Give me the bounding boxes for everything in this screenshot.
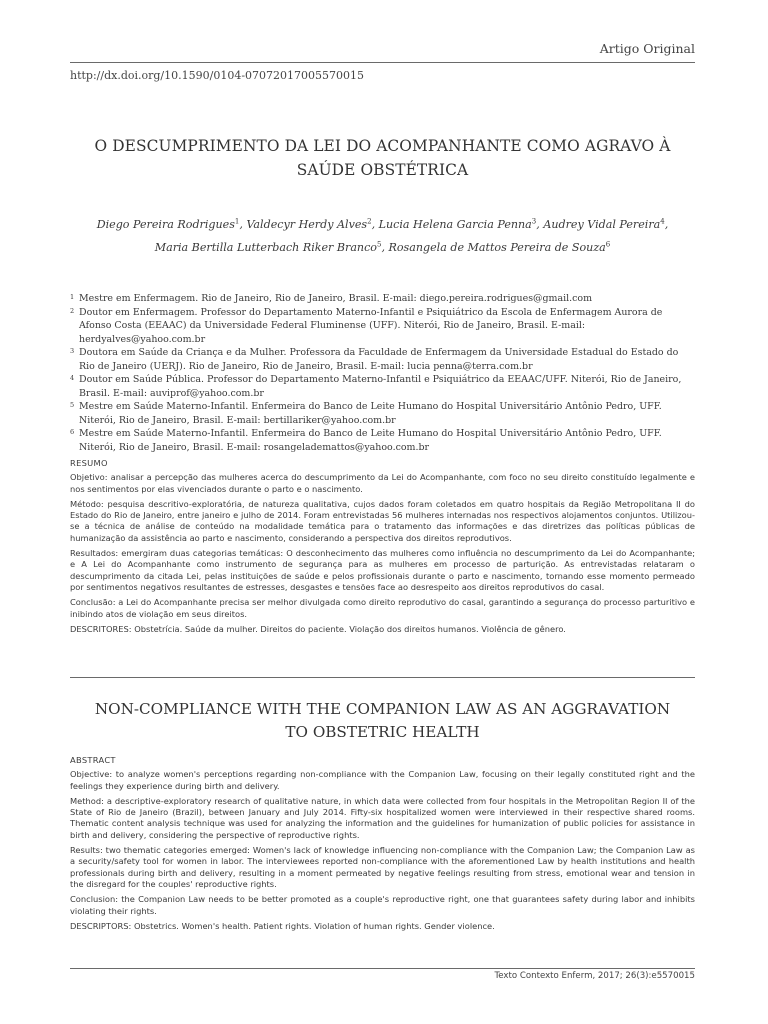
- author-affiliation-number: 3: [531, 217, 537, 225]
- affiliation-text: Doutor em Enfermagem. Professor do Departamento Materno-Infantil e Psiquiátrico da Escola de Enfermagem Aurora de Afonso Costa (EEAAC) da Universidade Federal Fluminense (UFF). Niterói, Rio de Janeiro, Brasil. E-mail: herdyalves@yahoo.com.br: [79, 306, 663, 345]
- title-portuguese: [70, 134, 695, 182]
- affiliation-text: Doutora em Saúde da Criança e da Mulher. Professora da Faculdade de Enfermagem da Universidade Estadual do Estado do Rio de Janeiro (UERJ). Rio de Janeiro, Rio de Janeiro, Brasil. E-mail: lucia penna@terra.com.br: [79, 347, 679, 372]
- abstract-descriptors: DESCRIPTORS: Obstetrics. Women's health. Patient rights. Violation of human rights. Gender violence.: [70, 920, 495, 931]
- abstract-method: Method: a descriptive-exploratory research of qualitative nature, in which data were collected from four hospitals in the Metropolitan Region II of the State of Rio de Janeiro (Brazil), between January and July 2014. Fifty-six hospitalized women were interviewed in their respective shared rooms. Thematic content analysis technique was used for analyzing the information and the guidelines for humanization of public policies for assistance in birth and delivery, considering the perspective of reproductive rights.: [70, 795, 695, 840]
- affiliation-number: 5: [70, 401, 75, 409]
- affiliation-item: [70, 292, 695, 306]
- middle-divider: [70, 677, 695, 678]
- resumo-metodo: Método: pesquisa descritivo-exploratória, de natureza qualitativa, cujos dados foram coletados em quatro hospitais da Região Metropolitana II do Estado do Rio de Janeiro, entre janeiro e julho de 2014. Foram entrevistadas 56 mulheres internadas nos respectivos alojamentos conjuntos. Utilizou-se a técnica de análise de conteúdo na modalidade temática para o tratamento das informações e das diretrizes das políticas públicas de humanização da assistência ao parto e nascimento, considerando a perspectiva dos direitos reprodutivos.: [70, 498, 695, 543]
- resumo-resultados: Resultados: emergiram duas categorias temáticas: O desconhecimento das mulheres como influência no descumprimento da Lei do Acompanhante; e A Lei do Acompanhante como instrumento de segurança para as mulheres em processo de parturição. As entrevistadas relataram o descumprimento da citada Lei, pelas instituições de saúde e pelos profissionais durante o parto e nascimento, tornando esse momento permeado por sentimentos negativos resultantes de estresses, desgastes e tensões face ao desrespeito aos direitos reprodutivos do casal.: [70, 548, 695, 592]
- author-separator: ,: [536, 217, 544, 231]
- affiliation-item: [70, 400, 695, 427]
- author-separator: ,: [371, 217, 379, 231]
- title-en-line-2: TO OBSTETRIC HEALTH: [285, 722, 480, 741]
- affiliation-item: [70, 373, 695, 400]
- author-4: [543, 218, 668, 231]
- affiliation-text: Mestre em Saúde Materno-Infantil. Enfermeira do Banco de Leite Humano do Hospital Universitário Antônio Pedro, UFF. Niterói, Rio de Janeiro, Brasil. E-mail: rosangelademattos@yahoo.com.br: [79, 428, 662, 453]
- author-name: Diego Pereira Rodrigues: [96, 217, 235, 231]
- author-affiliation-number: 1: [234, 217, 240, 225]
- doi-link[interactable]: http://dx.doi.org/10.1590/0104-07072017005570015: [70, 69, 365, 82]
- affiliation-number: 6: [70, 428, 75, 436]
- author-name: Audrey Vidal Pereira: [543, 217, 661, 231]
- resumo-heading: RESUMO: [70, 458, 108, 468]
- abstract-results: Results: two thematic categories emerged: Women's lack of knowledge influencing non-compliance with the Companion Law; the Companion Law as a security/safety tool for women in labor. The interviewees reported non-compliance with the aforementioned Law by health institutions and health professionals during birth and delivery, resulting in a moment permeated by negative feelings resulting from stress, emotional wear and tension in the disregard for the couples' reproductive rights.: [70, 845, 695, 889]
- affiliation-number: 1: [70, 293, 75, 301]
- author-name: Maria Bertilla Lutterbach Riker Branco: [154, 241, 377, 255]
- affiliation-item: [70, 346, 695, 373]
- abstract-section: [70, 755, 695, 932]
- affiliation-item: [70, 427, 695, 454]
- author-name: Valdecyr Herdy Alves: [246, 217, 368, 231]
- author-list: [86, 211, 679, 258]
- author-name: Lucia Helena Garcia Penna: [378, 217, 532, 231]
- bottom-divider: [70, 968, 695, 969]
- author-affiliation-number: 5: [376, 240, 382, 249]
- affiliation-number: 4: [70, 374, 75, 382]
- abstract-heading: ABSTRACT: [70, 755, 116, 765]
- affiliation-text: Doutor em Saúde Pública. Professor do Departamento Materno-Infantil e Psiquiátrico da EEAAC/UFF. Niterói, Rio de Janeiro, Brasil. E-mail: auviprof@yahoo.com.br: [79, 374, 682, 399]
- title-pt-line-1: O DESCUMPRIMENTO DA LEI DO ACOMPANHANTE COMO AGRAVO À: [94, 137, 671, 155]
- author-1: [97, 218, 247, 231]
- affiliation-list: [70, 292, 695, 454]
- affiliation-text: Mestre em Enfermagem. Rio de Janeiro, Rio de Janeiro, Brasil. E-mail: diego.pereira.rodrigues@gmail.com: [79, 293, 593, 304]
- author-affiliation-number: 2: [367, 217, 372, 225]
- journal-citation: Texto Contexto Enferm, 2017; 26(3):e5570015: [494, 971, 695, 981]
- abstract-conclusion: Conclusion: the Companion Law needs to be better promoted as a couple's reproductive right, one that guarantees safety during labor and inhibits violating their rights.: [70, 894, 695, 916]
- article-type-label: Artigo Original: [599, 41, 695, 56]
- abstract-objective: Objective: to analyze women's perceptions regarding non-compliance with the Companion Law, focusing on their legally constituted right and the feelings they experience during birth and delivery.: [70, 769, 695, 791]
- title-pt-line-2: SAÚDE OBSTÉTRICA: [296, 161, 469, 179]
- affiliation-number: 2: [70, 306, 75, 315]
- resumo-descritores: DESCRITORES: Obstetrícia. Saúde da mulher. Direitos do paciente. Violação dos direitos humanos. Violência de gênero.: [70, 623, 566, 634]
- affiliation-number: 3: [70, 347, 75, 355]
- author-3: [379, 218, 544, 231]
- title-english: [70, 698, 695, 743]
- author-separator: ,: [664, 217, 669, 231]
- author-2: [246, 218, 378, 231]
- resumo-conclusao: Conclusão: a Lei do Acompanhante precisa ser melhor divulgada como direito reprodutivo do casal, garantindo a segurança do processo parturitivo e inibindo atos de violação em seus direitos.: [70, 597, 695, 619]
- author-6: [389, 241, 611, 254]
- affiliation-text: Mestre em Saúde Materno-Infantil. Enfermeira do Banco de Leite Humano do Hospital Universitário Antônio Pedro, UFF. Niterói, Rio de Janeiro, Brasil. E-mail: bertillariker@yahoo.com.br: [79, 401, 662, 426]
- author-separator: ,: [381, 241, 389, 255]
- author-affiliation-number: 6: [605, 240, 611, 249]
- resumo-section: [70, 458, 695, 635]
- author-affiliation-number: 4: [660, 217, 665, 225]
- title-en-line-1: NON-COMPLIANCE WITH THE COMPANION LAW AS AN AGGRAVATION: [94, 700, 671, 718]
- author-name: Rosangela de Mattos Pereira de Souza: [388, 241, 606, 255]
- author-separator: ,: [239, 217, 247, 231]
- affiliation-item: [70, 306, 695, 347]
- author-5: [155, 241, 389, 254]
- resumo-objetivo: Objetivo: analisar a percepção das mulheres acerca do descumprimento da Lei do Acompanhante, com foco no seu direito constituído legalmente e nos sentimentos por elas vivenciados durante o parto e o nascimento.: [70, 472, 695, 494]
- top-divider: [70, 62, 695, 63]
